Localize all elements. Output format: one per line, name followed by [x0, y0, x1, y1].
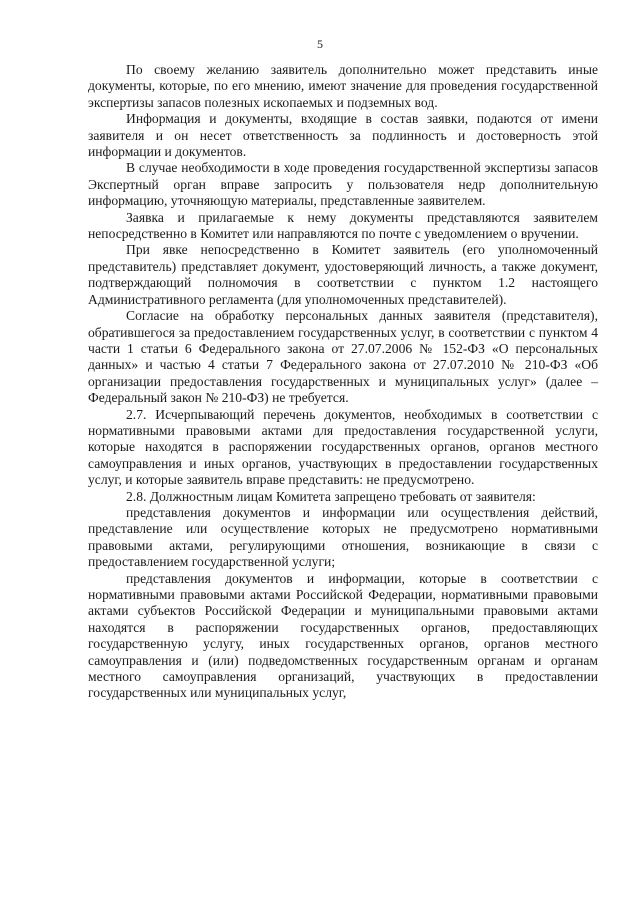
paragraph-applicant-responsibility: Информация и документы, входящие в состав заявки, подаются от имени заявителя и он несет ответственность за подлинность и достоверность этой информации и документов.: [88, 111, 598, 160]
paragraph-section-2-8: 2.8. Должностным лицам Комитета запрещено требовать от заявителя:: [126, 488, 536, 504]
paragraph-personal-data-consent: Согласие на обработку персональных данных заявителя (представителя), обратившегося за предоставлением государственных услуг, в соответствии с пунктом 4 части 1 статьи 6 Федерального закона от 27.07.2006 № 152-ФЗ «О персональных данных» и частью 4 статьи 7 Федерального закона от 27.07.2010 № 210-ФЗ «Об организации предоставления государственных и муниципальных услуг» (далее – Федеральный закон № 210-ФЗ) не требуется.: [88, 308, 598, 406]
paragraph-prohibition-2: представления документов и информации, которые в соответствии с нормативными правовыми актами Российской Федерации, нормативными правовыми актами субъектов Российской Федерации и муниципальными правовыми актами находятся в распоряжении государственных органов, предоставляющих государственную услугу, иных государственных органов, органов местного самоуправления и (или) подведомственных государственным органам и органам местного самоуправления организаций, участвующих в предоставлении государственных или муниципальных услуг,: [88, 570, 598, 701]
paragraph-section-2-7: 2.7. Исчерпывающий перечень документов, необходимых в соответствии с нормативными правовыми актами для предоставления государственной услуги, которые находятся в распоряжении государственных органов, органов местного самоуправления и иных органов, участвующих в предоставлении государственных услуг, и которые заявитель вправе представить: не предусмотрено.: [88, 406, 598, 488]
page-number: 5: [317, 37, 323, 51]
paragraph-expert-request: В случае необходимости в ходе проведения государственной экспертизы запасов Экспертный орган вправе запросить у пользователя недр дополнительную информацию, уточняющую материалы, представленные заявителем.: [88, 160, 598, 209]
paragraph-additional-documents: По своему желанию заявитель дополнительно может представить иные документы, которые, по его мнению, имеют значение для проведения государственной экспертизы запасов полезных ископаемых и подземных вод.: [88, 62, 598, 110]
paragraph-prohibition-1: представления документов и информации или осуществления действий, представление или осуществление которых не предусмотрено нормативными правовыми актами, регулирующими отношения, возникающие в связи с предоставлением государственной услуги;: [88, 504, 598, 570]
paragraph-identity-documents: При явке непосредственно в Комитет заявитель (его уполномоченный представитель) представляет документ, удостоверяющий личность, а также документ, подтверждающий полномочия в соответствии с пунктом 1.2 настоящего Административного регламента (для уполномоченных представителей).: [88, 242, 598, 307]
paragraph-submission-method: Заявка и прилагаемые к нему документы представляются заявителем непосредственно в Комитет или направляются по почте с уведомлением о вручении.: [88, 209, 598, 242]
document-body: [88, 62, 598, 702]
